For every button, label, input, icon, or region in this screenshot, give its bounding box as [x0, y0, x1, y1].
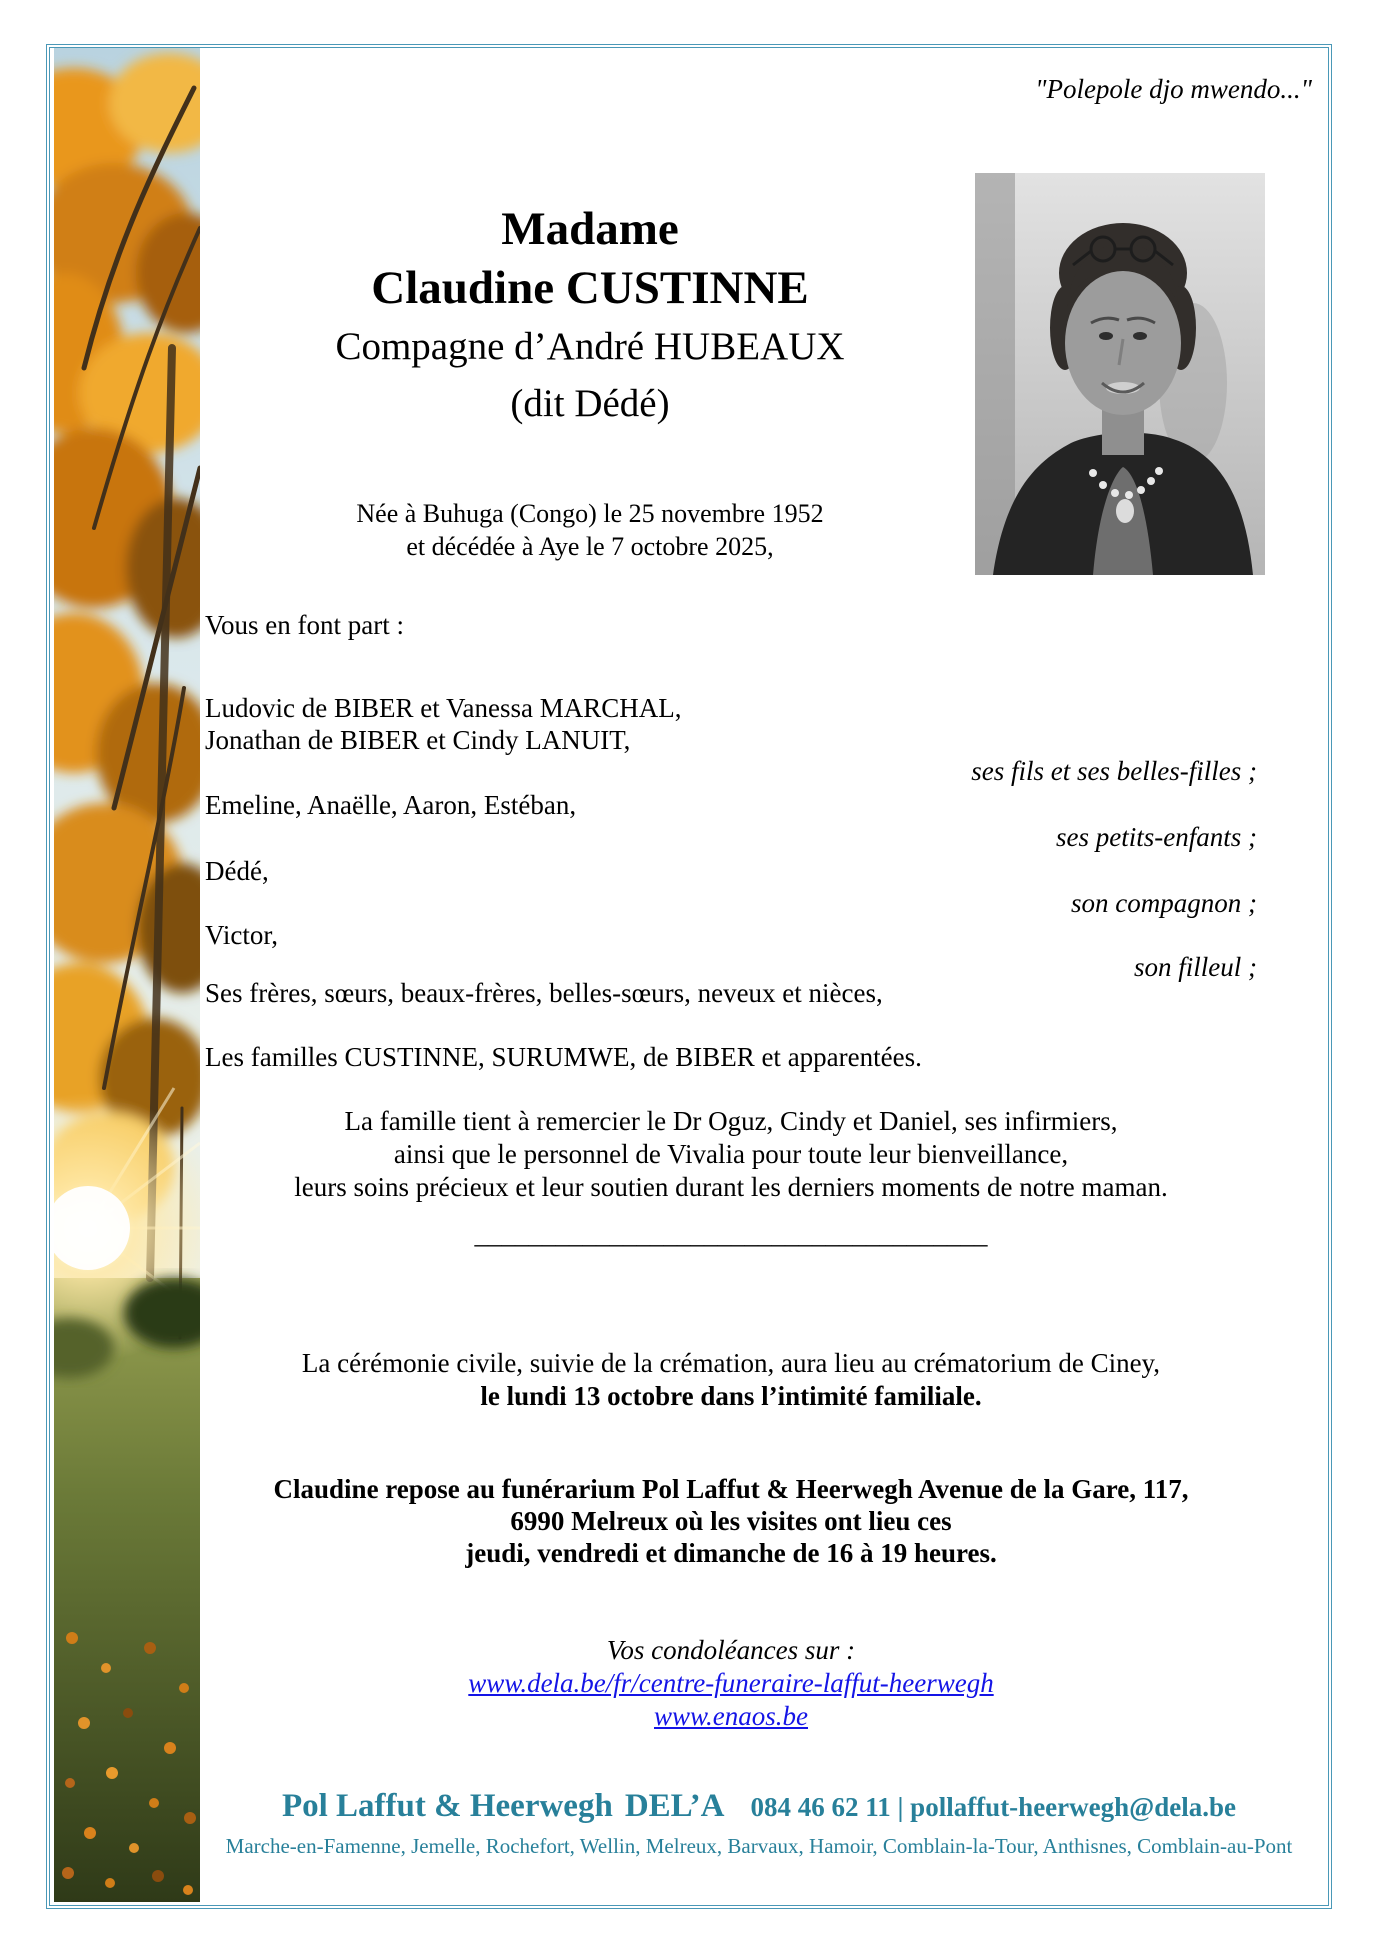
- repose-line-1: Claudine repose au funérarium Pol Laffut & Heerwegh Avenue de la Gare, 117,: [273, 1474, 1189, 1504]
- families-line: Les familles CUSTINNE, SURUMWE, de BIBER et apparentées.: [205, 1042, 922, 1072]
- thanks-paragraph: [205, 1105, 1257, 1204]
- condolence-link-enaos[interactable]: www.enaos.be: [654, 1701, 808, 1731]
- section-divider: ______________________________________: [474, 1219, 988, 1249]
- siblings-line: Ses frères, sœurs, beaux-frères, belles-sœurs, neveux et nièces,: [205, 978, 883, 1008]
- family-entry-grandchildren: Emeline, Anaëlle, Aaron, Estéban,: [205, 790, 577, 820]
- condolence-link-enaos-row: [205, 1700, 1257, 1733]
- family-relation-grandchildren: ses petits-enfants ;: [1056, 822, 1257, 852]
- footer-contact: 084 46 62 11 | pollaffut-heerwegh@dela.be: [750, 1792, 1237, 1822]
- family-relation-sons: ses fils et ses belles-filles ;: [971, 756, 1257, 786]
- repose-line-2: 6990 Melreux où les visites ont lieu ces: [510, 1506, 952, 1536]
- portrait-image: [975, 173, 1265, 575]
- birth-line: Née à Buhuga (Congo) le 25 novembre 1952: [356, 499, 824, 528]
- footer-company-name: Pol Laffut & Heerwegh: [281, 1788, 613, 1824]
- repose-line-3: jeudi, vendredi et dimanche de 16 à 19 heures.: [465, 1538, 997, 1568]
- condolence-link-dela[interactable]: www.dela.be/fr/centre-funeraire-laffut-heerwegh: [468, 1668, 994, 1698]
- family-relation-partner: son compagnon ;: [1071, 888, 1257, 918]
- dates-block: [205, 497, 975, 563]
- autumn-trees-image: [54, 48, 200, 1902]
- funeral-home-footer: [200, 1788, 1318, 1859]
- title-block: [205, 200, 975, 432]
- thanks-line-3: leurs soins précieux et leur soutien durant les derniers moments de notre maman.: [294, 1172, 1168, 1202]
- footer-brand-name: DEL’A: [624, 1788, 725, 1824]
- memorial-quote: "Polepole djo mwendo...": [1035, 74, 1312, 104]
- ceremony-block: [205, 1347, 1257, 1413]
- deceased-relation: Compagne d’André HUBEAUX: [335, 325, 845, 368]
- deceased-nickname: (dit Dédé): [510, 382, 670, 425]
- family-entry-godson: Victor,: [205, 920, 279, 950]
- condolences-label: Vos condoléances sur :: [606, 1635, 856, 1665]
- family-entry-sons-line2: Jonathan de BIBER et Cindy LANUIT,: [205, 725, 631, 755]
- condolences-block: [205, 1634, 1257, 1733]
- portrait-photo: [975, 173, 1265, 575]
- footer-logo: [282, 1788, 725, 1825]
- death-line: et décédée à Aye le 7 octobre 2025,: [406, 532, 774, 561]
- family-entry-partner: Dédé,: [205, 856, 269, 886]
- repose-block: [205, 1473, 1257, 1569]
- autumn-trees-photo: [54, 48, 200, 1902]
- footer-main-line: [200, 1788, 1318, 1825]
- thanks-line-2: ainsi que le personnel de Vivalia pour toute leur bienveillance,: [393, 1139, 1069, 1169]
- condolence-link-dela-row: [205, 1667, 1257, 1700]
- announcement-intro: Vous en font part :: [205, 610, 404, 640]
- ceremony-line: La cérémonie civile, suivie de la crémation, aura lieu au crématorium de Ciney,: [301, 1348, 1161, 1378]
- thanks-line-1: La famille tient à remercier le Dr Oguz, Cindy et Daniel, ses infirmiers,: [344, 1106, 1118, 1136]
- family-entry-sons-line1: Ludovic de BIBER et Vanessa MARCHAL,: [205, 693, 682, 723]
- deceased-title: Madame: [501, 203, 679, 255]
- deceased-name: Claudine CUSTINNE: [371, 262, 809, 314]
- footer-locations: Marche-en-Famenne, Jemelle, Rochefort, Wellin, Melreux, Barvaux, Hamoir, Comblain-la-Tour, Anthisnes, Comblain-au-Pont: [225, 1834, 1293, 1858]
- family-relation-godson: son filleul ;: [1134, 952, 1257, 982]
- ceremony-date-line: le lundi 13 octobre dans l’intimité familiale.: [480, 1381, 982, 1411]
